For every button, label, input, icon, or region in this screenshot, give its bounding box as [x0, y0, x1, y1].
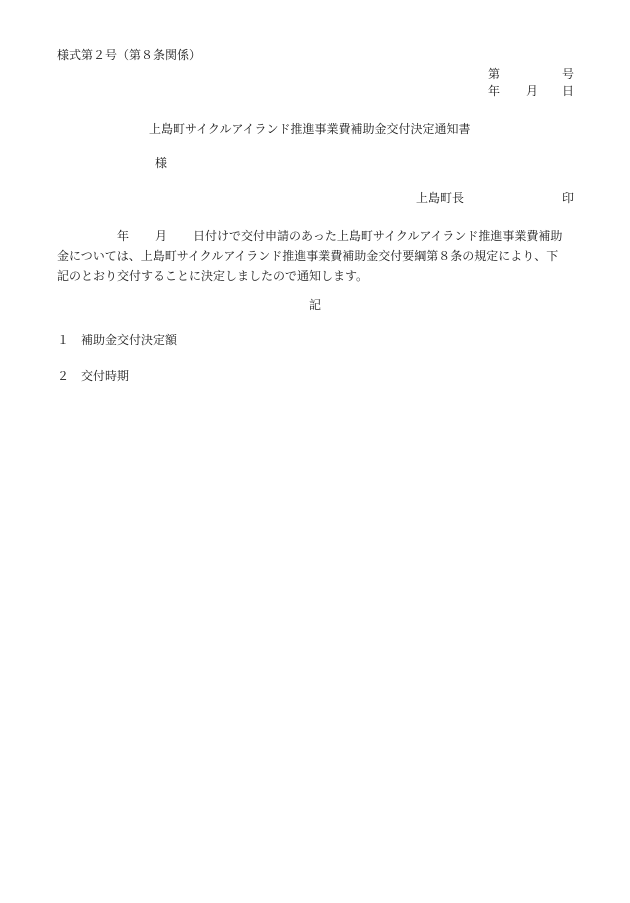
item-number: ２: [57, 369, 70, 383]
document-number-suffix: 号: [562, 67, 575, 81]
body-line-1: [57, 226, 575, 246]
issuer-name: 上島町長: [416, 191, 465, 205]
body-year-label: 年: [117, 229, 130, 243]
notice-body-paragraph: [57, 226, 575, 286]
item-number: １: [57, 333, 70, 347]
issuer-seal-mark: 印: [562, 191, 575, 205]
body-line-2: 金については、上島町サイクルアイランド推進事業費補助金交付要綱第８条の規定により、下: [57, 249, 559, 263]
date-day-label: 日: [562, 84, 575, 98]
addressee-honorific: 様: [155, 156, 168, 170]
date-year-label: 年: [488, 84, 501, 98]
ki-heading: 記: [309, 298, 322, 312]
list-item: [57, 334, 177, 346]
item-label: 補助金交付決定額: [81, 333, 178, 347]
form-number: 様式第２号（第８条関係）: [57, 48, 202, 62]
body-month-label: 月: [155, 229, 168, 243]
list-item: [57, 370, 129, 382]
document-title: 上島町サイクルアイランド推進事業費補助金交付決定通知書: [149, 122, 471, 136]
body-line-3: 記のとおり交付することに決定しましたので通知します。: [57, 269, 369, 283]
body-line-1-text: 日付けで交付申請のあった上島町サイクルアイランド推進事業費補助: [193, 229, 563, 243]
item-label: 交付時期: [81, 369, 130, 383]
document-number-prefix: 第: [488, 67, 501, 81]
date-month-label: 月: [526, 84, 539, 98]
